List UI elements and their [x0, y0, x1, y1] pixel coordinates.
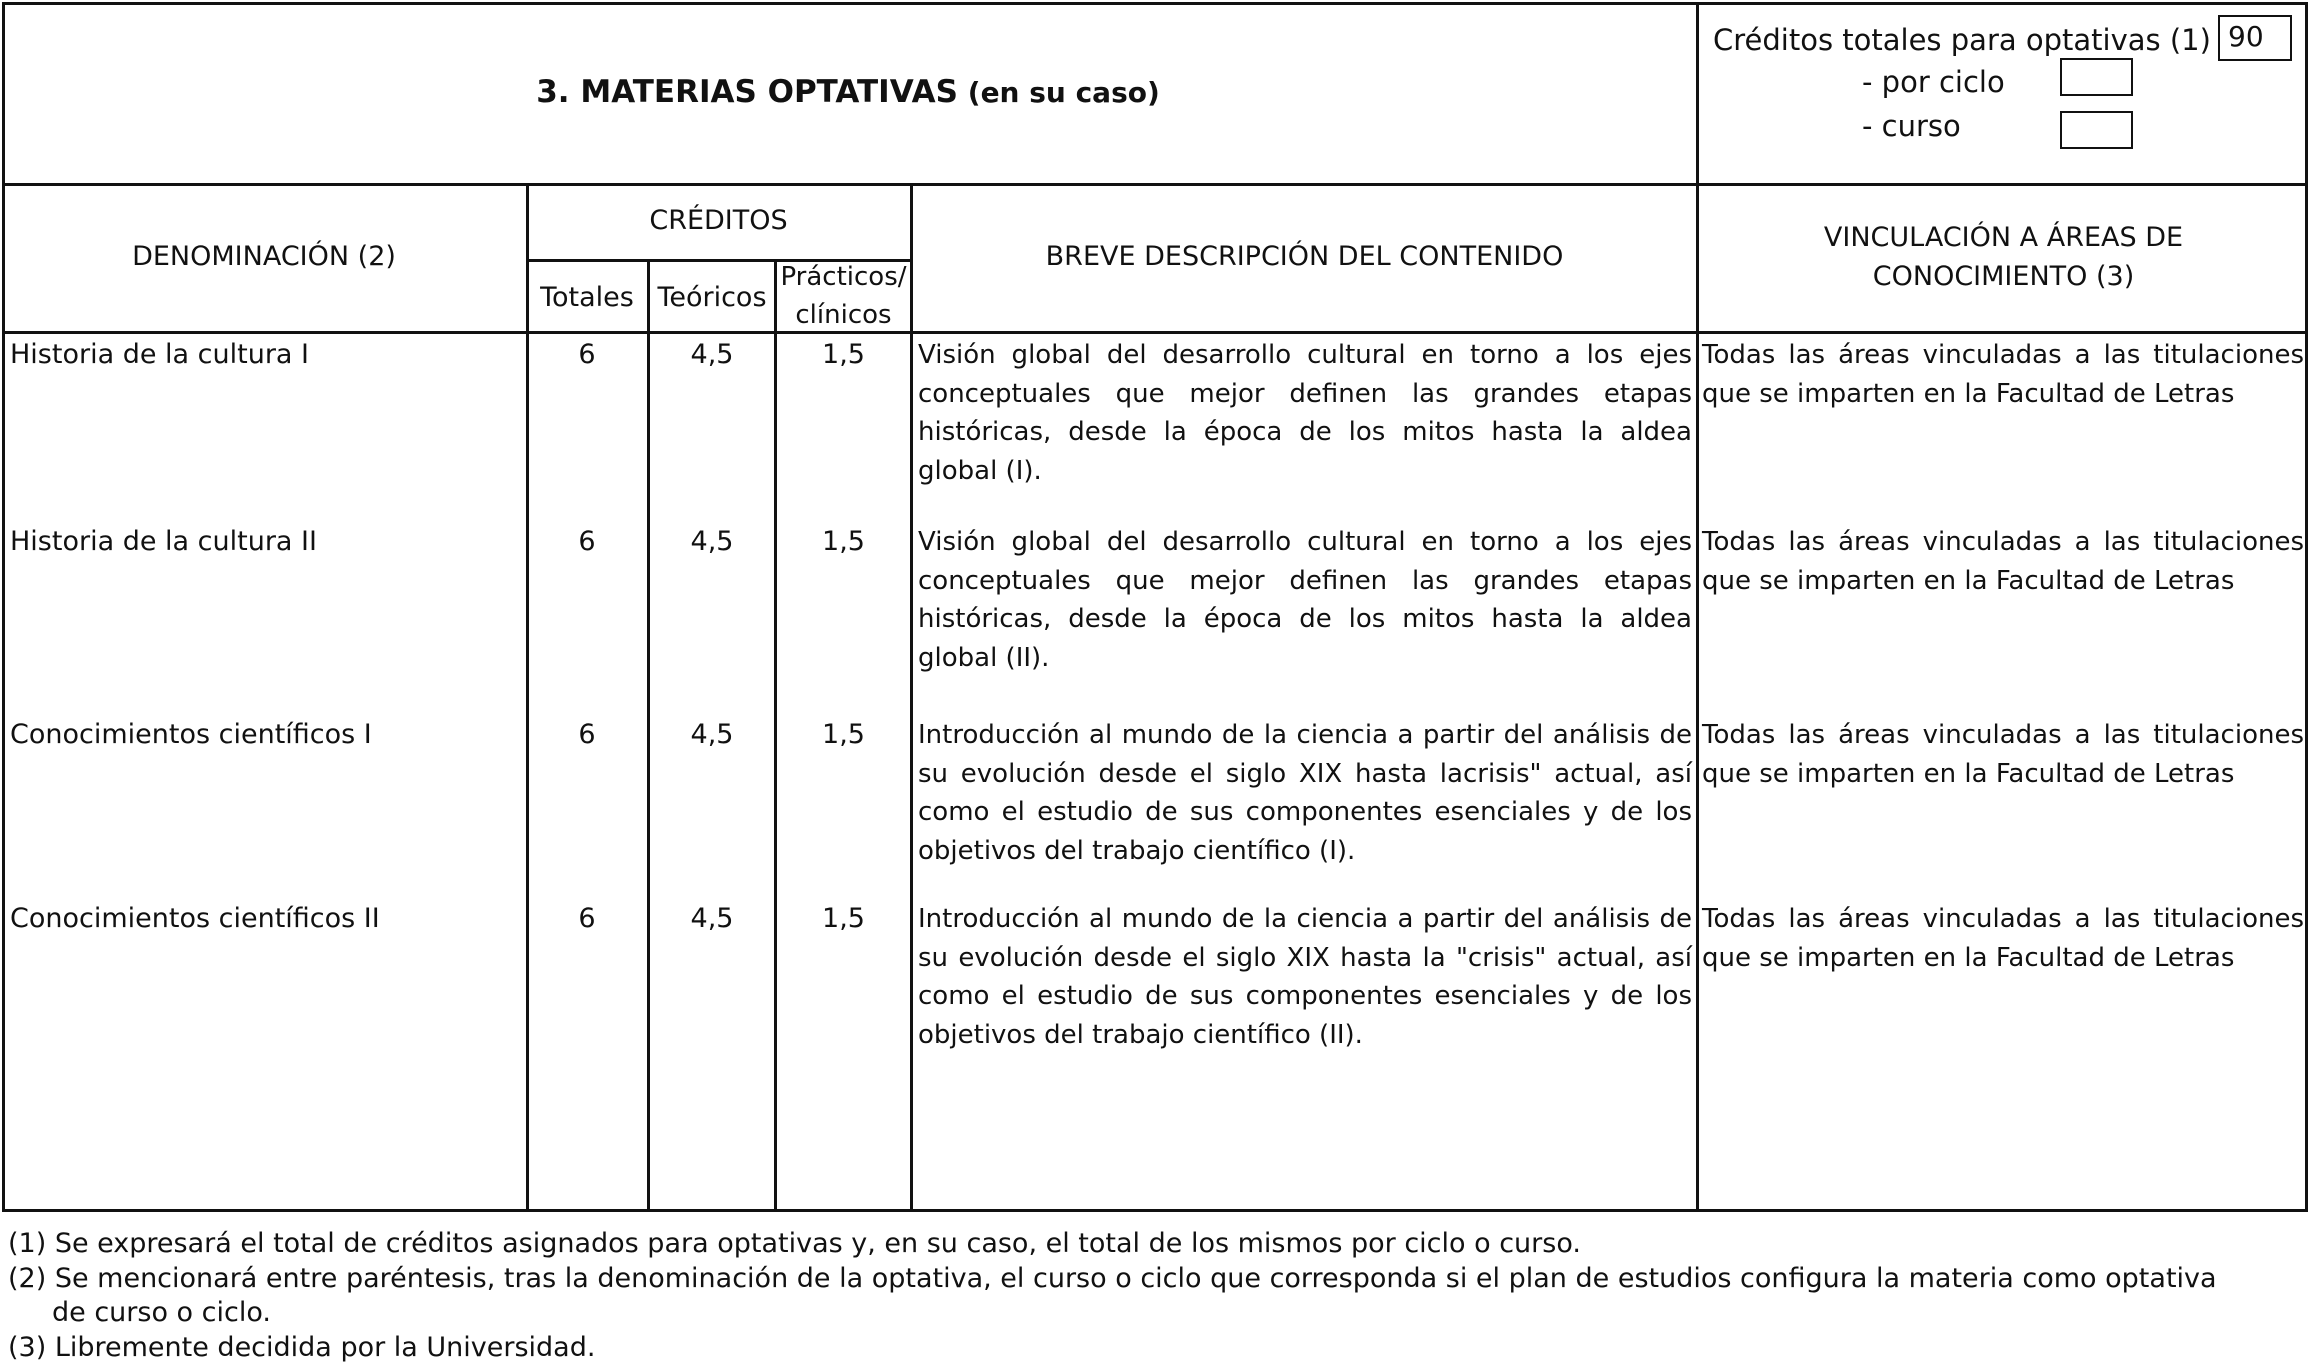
row2-totals: 6	[578, 526, 596, 557]
row4-name: Conocimientos científicos II	[10, 903, 380, 934]
header-practice-line2: clínicos	[795, 300, 892, 330]
header-areas-line1: VINCULACIÓN A ÁREAS DE	[1823, 222, 2184, 253]
row4-theory: 4,5	[690, 903, 734, 934]
row1-areas: Todas las áreas vinculadas a las titulaciones que se imparten en la Facultad de Letras	[1702, 340, 2304, 409]
footnote-2-line2: de curso o ciclo.	[52, 1297, 271, 1328]
section-title	[0, 72, 1696, 113]
header-bottom-rule	[2, 183, 2308, 186]
row1-practice: 1,5	[822, 339, 865, 370]
row1-name: Historia de la cultura I	[10, 339, 310, 370]
header-credits: CRÉDITOS	[649, 205, 788, 236]
header-name: DENOMINACIÓN (2)	[132, 241, 396, 272]
credits-total-box	[2218, 15, 2292, 61]
header-practice-line1: Prácticos/	[780, 262, 907, 292]
header-totals: Totales	[540, 282, 634, 313]
row1-totals: 6	[578, 339, 596, 370]
row4-practice: 1,5	[822, 903, 865, 934]
row4-description: Introducción al mundo de la ciencia a partir del análisis de su evolución desde el siglo XIX hasta la "crisis" actual, así como el estudio de sus componentes esenciales y de los objetivos del trabajo científico (II).	[918, 904, 1692, 1050]
section-title-bold: 3. MATERIAS OPTATIVAS	[536, 74, 958, 110]
credits-per-course-box	[2060, 111, 2133, 149]
row4-totals: 6	[578, 903, 596, 934]
row2-practice: 1,5	[822, 526, 865, 557]
practice-column-rule	[910, 183, 913, 1212]
row3-totals: 6	[578, 719, 596, 750]
credits-per-cycle-label: - por ciclo	[1862, 65, 2005, 99]
row3-description: Introducción al mundo de la ciencia a partir del análisis de su evolución desde el siglo XIX hasta lacrisis" actual, así como el estudio de sus componentes esenciales y de los objetivos del trabajo científico (I).	[918, 720, 1692, 866]
credits-total-label: Créditos totales para optativas (1)	[1713, 23, 2211, 57]
section-title-suffix: (en su caso)	[967, 76, 1160, 109]
column-header-rule	[2, 331, 2308, 334]
row2-theory: 4,5	[690, 526, 734, 557]
row1-description: Visión global del desarrollo cultural en torno a los ejes conceptuales que mejor definen las grandes etapas históricas, desde la época de los mitos hasta la aldea global (I).	[918, 340, 1692, 486]
footnote-1: (1) Se expresará el total de créditos asignados para optativas y, en su caso, el total de los mismos por ciclo o curso.	[8, 1228, 1581, 1259]
credits-total-value: 90	[2228, 20, 2264, 53]
footnote-3: (3) Libremente decidida por la Universidad.	[8, 1332, 596, 1363]
credits-per-course-label: - curso	[1862, 109, 1961, 143]
row3-theory: 4,5	[690, 719, 734, 750]
description-column-rule	[1696, 2, 1699, 1212]
row2-description: Visión global del desarrollo cultural en torno a los ejes conceptuales que mejor definen las grandes etapas históricas, desde la época de los mitos hasta la aldea global (II).	[918, 527, 1692, 673]
header-areas-line2: CONOCIMIENTO (3)	[1872, 261, 2135, 292]
header-theory: Teóricos	[657, 282, 767, 313]
row2-areas: Todas las áreas vinculadas a las titulaciones que se imparten en la Facultad de Letras	[1702, 527, 2304, 596]
row3-areas: Todas las áreas vinculadas a las titulaciones que se imparten en la Facultad de Letras	[1702, 720, 2304, 789]
footnote-2-line1: (2) Se mencionará entre paréntesis, tras la denominación de la optativa, el curso o ciclo que corresponda si el plan de estudios configura la materia como optativa	[8, 1263, 2217, 1294]
row3-name: Conocimientos científicos I	[10, 719, 372, 750]
row1-theory: 4,5	[690, 339, 734, 370]
header-description: BREVE DESCRIPCIÓN DEL CONTENIDO	[1045, 241, 1564, 272]
row3-practice: 1,5	[822, 719, 865, 750]
row2-name: Historia de la cultura II	[10, 526, 317, 557]
credits-per-cycle-box	[2060, 58, 2133, 96]
row4-areas: Todas las áreas vinculadas a las titulaciones que se imparten en la Facultad de Letras	[1702, 904, 2304, 973]
